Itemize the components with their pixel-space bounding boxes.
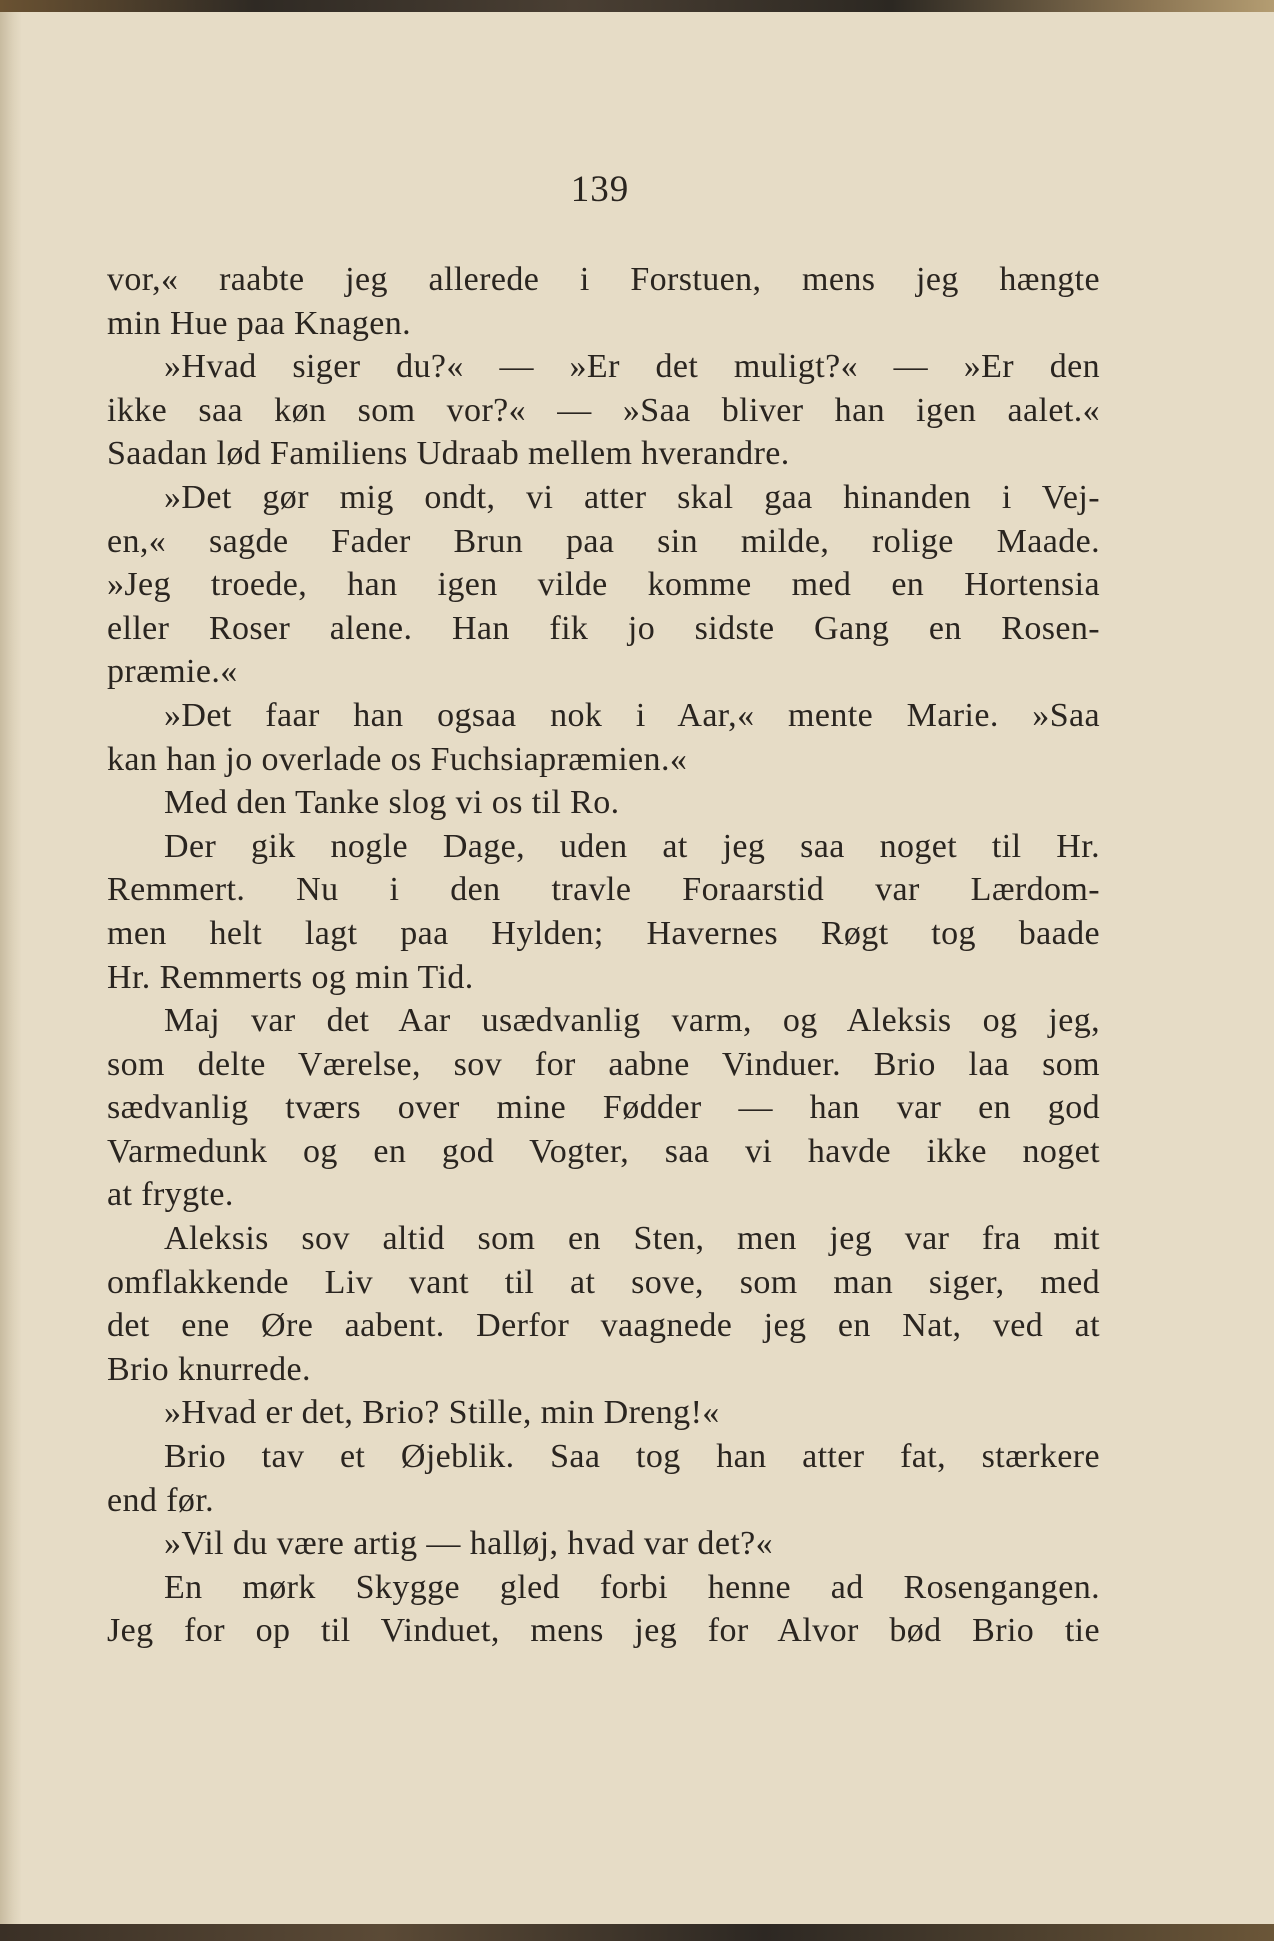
text-line: eller Roser alene. Han fik jo sidste Gang en Rosen- — [107, 609, 1100, 647]
page-bottom-edge — [0, 1924, 1274, 1941]
text-line: »Jeg troede, han igen vilde komme med en Hortensia — [107, 566, 1100, 604]
text-line: En mørk Skygge gled forbi henne ad Rosengangen. — [164, 1568, 1100, 1606]
text-line: Hr. Remmerts og min Tid. — [107, 958, 474, 996]
text-line: »Hvad er det, Brio? Stille, min Dreng!« — [164, 1394, 720, 1432]
text-line: Maj var det Aar usædvanlig varm, og Aleksis og jeg, — [164, 1002, 1100, 1040]
text-line: en,« sagde Fader Brun paa sin milde, rolige Maade. — [107, 522, 1100, 560]
text-line: som delte Værelse, sov for aabne Vinduer. Brio laa som — [107, 1045, 1100, 1083]
text-line: Aleksis sov altid som en Sten, men jeg var fra mit — [164, 1220, 1100, 1258]
text-line: ikke saa køn som vor?« — »Saa bliver han igen aalet.« — [107, 391, 1100, 429]
page-top-edge — [0, 0, 1274, 12]
text-line: end før. — [107, 1481, 215, 1519]
text-line: kan han jo overlade os Fuchsiapræmien.« — [107, 740, 688, 778]
page-text — [107, 258, 1100, 1653]
text-line: Remmert. Nu i den travle Foraarstid var Lærdom- — [107, 871, 1100, 909]
text-line: Saadan lød Familiens Udraab mellem hverandre. — [107, 435, 790, 473]
text-line: »Vil du være artig — halløj, hvad var det?« — [164, 1525, 774, 1563]
text-line: »Hvad siger du?« — »Er det muligt?« — »Er den — [164, 348, 1100, 386]
text-line: præmie.« — [107, 653, 238, 691]
text-line: at frygte. — [107, 1176, 234, 1214]
text-line: Der gik nogle Dage, uden at jeg saa noget til Hr. — [164, 827, 1100, 865]
text-line: men helt lagt paa Hylden; Havernes Røgt tog baade — [107, 914, 1100, 952]
text-line: Brio tav et Øjeblik. Saa tog han atter fat, stærkere — [164, 1438, 1100, 1476]
text-line: det ene Øre aabent. Derfor vaagnede jeg en Nat, ved at — [107, 1307, 1100, 1345]
text-line: Varmedunk og en god Vogter, saa vi havde ikke noget — [107, 1132, 1100, 1170]
text-line: Jeg for op til Vinduet, mens jeg for Alvor bød Brio tie — [107, 1612, 1100, 1650]
text-line: »Det gør mig ondt, vi atter skal gaa hinanden i Vej- — [164, 478, 1100, 516]
text-line: vor,« raabte jeg allerede i Forstuen, mens jeg hængte — [107, 261, 1100, 298]
text-line: Med den Tanke slog vi os til Ro. — [164, 784, 620, 822]
text-line: »Det faar han ogsaa nok i Aar,« mente Marie. »Saa — [164, 696, 1100, 734]
text-line: omflakkende Liv vant til at sove, som man siger, med — [107, 1263, 1100, 1301]
page-left-margin — [0, 12, 22, 1924]
page-number: 139 — [570, 169, 630, 210]
text-line: min Hue paa Knagen. — [107, 304, 412, 342]
text-line: Brio knurrede. — [107, 1350, 311, 1388]
text-line: sædvanlig tværs over mine Fødder — han var en god — [107, 1089, 1100, 1127]
